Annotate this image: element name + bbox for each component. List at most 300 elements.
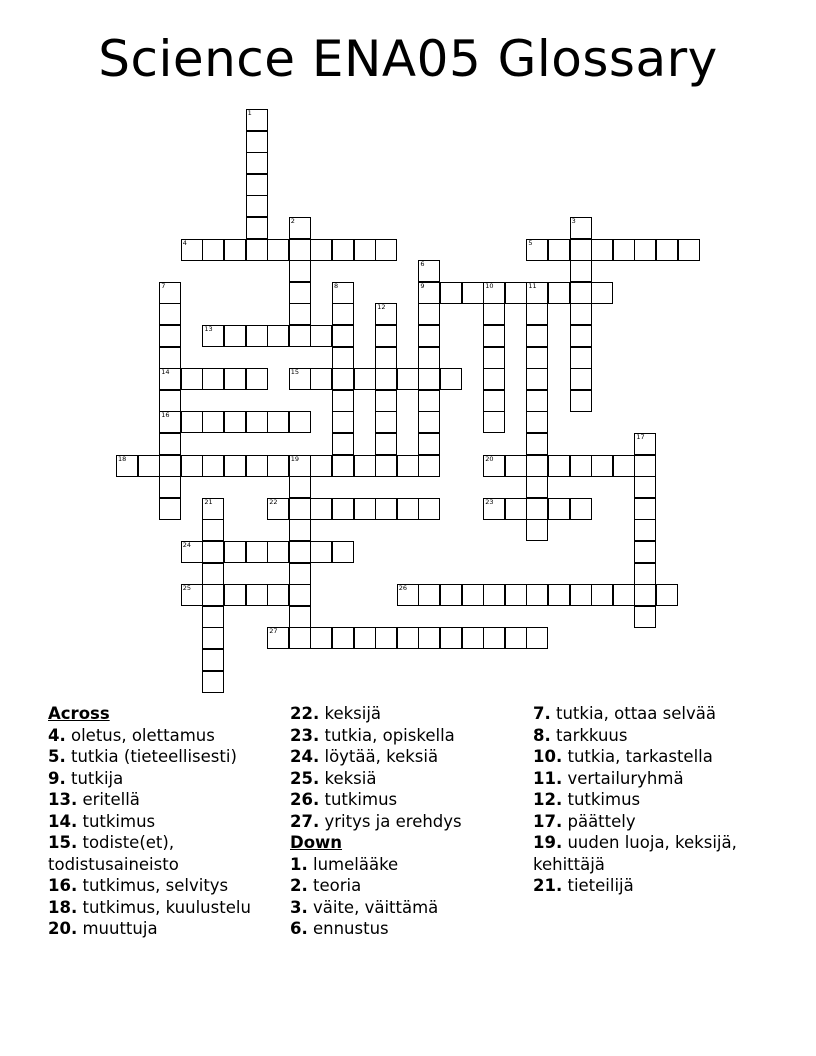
grid-cell[interactable]: [289, 325, 311, 347]
grid-cell[interactable]: [354, 627, 376, 649]
grid-cell[interactable]: [310, 239, 332, 261]
clue-number: 3.: [290, 897, 308, 917]
across-clue: [290, 725, 520, 747]
grid-cell[interactable]: [181, 455, 203, 477]
clue-text: todiste(et), todistusaineisto: [48, 833, 179, 874]
grid-cell[interactable]: [159, 282, 181, 304]
grid-cell[interactable]: [289, 606, 311, 628]
across-clue: [290, 746, 520, 768]
grid-cell[interactable]: [202, 519, 224, 541]
grid-cell[interactable]: [634, 455, 656, 477]
grid-cell[interactable]: [375, 498, 397, 520]
grid-cell[interactable]: [332, 347, 354, 369]
grid-cell[interactable]: [332, 325, 354, 347]
across-clue: [48, 897, 278, 919]
grid-cell[interactable]: [202, 498, 224, 520]
grid-cell[interactable]: [181, 239, 203, 261]
down-clue: [290, 854, 520, 876]
clue-text: tutkija: [65, 768, 124, 788]
page-title: Science ENA05 Glossary: [98, 30, 718, 88]
grid-cell[interactable]: [483, 584, 505, 606]
grid-cell[interactable]: [375, 347, 397, 369]
down-clue: [290, 897, 520, 919]
grid-cell[interactable]: [202, 563, 224, 585]
grid-cell[interactable]: [570, 498, 592, 520]
grid-cell[interactable]: [634, 433, 656, 455]
grid-cell[interactable]: [591, 239, 613, 261]
grid-cell[interactable]: [202, 239, 224, 261]
across-clue: [48, 811, 278, 833]
grid-cell[interactable]: [656, 584, 678, 606]
grid-cell[interactable]: [483, 303, 505, 325]
clue-text: tutkimus, kuulustelu: [77, 897, 251, 917]
cell-number: 24: [182, 541, 192, 549]
cell-number: 7: [161, 281, 166, 290]
grid-cell[interactable]: [418, 303, 440, 325]
grid-cell[interactable]: [246, 584, 268, 606]
grid-cell[interactable]: [224, 368, 246, 390]
grid-cell[interactable]: [526, 390, 548, 412]
clues-column-1: [48, 703, 278, 940]
across-clue: [48, 875, 278, 897]
grid-cell[interactable]: [526, 455, 548, 477]
grid-cell[interactable]: [418, 627, 440, 649]
down-clue: [533, 768, 778, 790]
grid-cell[interactable]: [159, 347, 181, 369]
grid-cell[interactable]: [202, 649, 224, 671]
grid-cell[interactable]: [570, 347, 592, 369]
grid-cell[interactable]: [418, 433, 440, 455]
across-clue: [48, 725, 278, 747]
clue-number: 1.: [290, 854, 308, 874]
grid-cell[interactable]: [418, 498, 440, 520]
grid-cell[interactable]: [181, 584, 203, 606]
grid-cell[interactable]: [591, 584, 613, 606]
grid-cell[interactable]: [483, 282, 505, 304]
grid-cell[interactable]: [159, 498, 181, 520]
cell-number: 2: [290, 217, 295, 225]
grid-cell[interactable]: [159, 476, 181, 498]
grid-cell[interactable]: [505, 627, 527, 649]
clue-number: 23.: [290, 725, 320, 745]
grid-cell[interactable]: [418, 411, 440, 433]
clue-number: 5.: [48, 747, 66, 766]
grid-cell[interactable]: [397, 455, 419, 477]
cell-number: 25: [182, 584, 192, 593]
grid-cell[interactable]: [483, 347, 505, 369]
grid-cell[interactable]: [332, 541, 354, 563]
cell-number: 11: [528, 281, 537, 290]
down-clue: [533, 875, 778, 897]
grid-cell[interactable]: [202, 606, 224, 628]
grid-cell[interactable]: [505, 498, 527, 520]
cell-number: 12: [377, 303, 386, 312]
grid-cell[interactable]: [267, 584, 289, 606]
grid-cell[interactable]: [418, 325, 440, 347]
across-clue: [290, 703, 520, 725]
grid-cell[interactable]: [224, 239, 246, 261]
clue-number: 16.: [48, 876, 78, 895]
clue-number: 22.: [290, 704, 320, 723]
clue-number: 7.: [533, 704, 551, 723]
grid-cell[interactable]: [224, 411, 246, 433]
grid-cell[interactable]: [548, 498, 570, 520]
grid-cell[interactable]: [354, 455, 376, 477]
grid-cell[interactable]: [440, 584, 462, 606]
grid-cell[interactable]: [634, 563, 656, 585]
grid-cell[interactable]: [332, 390, 354, 412]
grid-cell[interactable]: [634, 584, 656, 606]
grid-cell[interactable]: [159, 455, 181, 477]
grid-cell[interactable]: [570, 584, 592, 606]
down-clue: [533, 789, 778, 811]
cell-number: 5: [528, 238, 533, 247]
grid-cell[interactable]: [634, 519, 656, 541]
cell-number: 4: [182, 238, 187, 247]
grid-cell[interactable]: [246, 411, 268, 433]
grid-cell[interactable]: [159, 368, 181, 390]
cell-number: 26: [398, 584, 408, 593]
grid-cell[interactable]: [267, 498, 289, 520]
clue-text: keksiä: [319, 768, 377, 788]
grid-cell[interactable]: [634, 476, 656, 498]
grid-cell[interactable]: [462, 282, 484, 304]
grid-cell[interactable]: [548, 282, 570, 304]
grid-cell[interactable]: [526, 325, 548, 347]
grid-cell[interactable]: [202, 671, 224, 693]
grid-cell[interactable]: [289, 541, 311, 563]
grid-cell[interactable]: [159, 390, 181, 412]
clue-number: 24.: [290, 747, 320, 766]
grid-cell[interactable]: [289, 217, 311, 239]
down-clue: [533, 703, 778, 725]
grid-cell[interactable]: [570, 325, 592, 347]
clue-text: muuttuja: [77, 919, 158, 938]
grid-cell[interactable]: [224, 455, 246, 477]
grid-cell[interactable]: [570, 260, 592, 282]
grid-cell[interactable]: [332, 498, 354, 520]
cell-number: 1: [247, 109, 252, 117]
grid-cell[interactable]: [267, 239, 289, 261]
clues-column-3: [533, 703, 778, 897]
cell-number: 6: [420, 260, 425, 269]
grid-cell[interactable]: [224, 584, 246, 606]
grid-cell[interactable]: [116, 455, 138, 477]
clue-text: tieteilijä: [562, 876, 634, 895]
grid-cell[interactable]: [246, 195, 268, 217]
grid-cell[interactable]: [289, 563, 311, 585]
clue-number: 8.: [533, 725, 551, 745]
grid-cell[interactable]: [289, 455, 311, 477]
grid-cell[interactable]: [332, 303, 354, 325]
grid-cell[interactable]: [375, 303, 397, 325]
grid-cell[interactable]: [678, 239, 700, 261]
clue-number: 14.: [48, 811, 78, 831]
clue-number: 11.: [533, 768, 563, 788]
grid-cell[interactable]: [634, 606, 656, 628]
grid-cell[interactable]: [159, 325, 181, 347]
grid-cell[interactable]: [246, 325, 268, 347]
grid-cell[interactable]: [246, 131, 268, 153]
grid-cell[interactable]: [246, 174, 268, 196]
grid-cell[interactable]: [397, 627, 419, 649]
cell-number: 13: [204, 325, 213, 333]
across-clue: [48, 768, 278, 790]
clue-number: 20.: [48, 919, 78, 938]
clue-text: teoria: [307, 876, 362, 895]
grid-cell[interactable]: [548, 239, 570, 261]
grid-cell[interactable]: [246, 109, 268, 131]
cell-number: 16: [161, 411, 170, 420]
clue-text: päättely: [562, 811, 636, 831]
cell-number: 21: [204, 497, 213, 506]
down-clue: [533, 746, 778, 768]
grid-cell[interactable]: [289, 368, 311, 390]
across-clue: [290, 768, 520, 790]
grid-cell[interactable]: [526, 476, 548, 498]
clue-number: 17.: [533, 811, 563, 831]
grid-cell[interactable]: [202, 411, 224, 433]
grid-cell[interactable]: [246, 217, 268, 239]
clue-number: 21.: [533, 876, 563, 895]
grid-cell[interactable]: [375, 368, 397, 390]
grid-cell[interactable]: [289, 303, 311, 325]
grid-cell[interactable]: [289, 260, 311, 282]
grid-cell[interactable]: [289, 476, 311, 498]
grid-cell[interactable]: [267, 325, 289, 347]
grid-cell[interactable]: [310, 541, 332, 563]
grid-cell[interactable]: [332, 433, 354, 455]
across-clue: [48, 746, 278, 768]
grid-cell[interactable]: [224, 541, 246, 563]
clue-number: 12.: [533, 790, 563, 809]
grid-cell[interactable]: [418, 368, 440, 390]
grid-cell[interactable]: [267, 411, 289, 433]
clue-text: uuden luoja, keksijä, kehittäjä: [533, 833, 737, 874]
grid-cell[interactable]: [310, 498, 332, 520]
down-heading: Down: [290, 833, 343, 852]
clue-number: 26.: [290, 790, 320, 809]
cell-number: 23: [485, 497, 494, 506]
grid-cell[interactable]: [526, 627, 548, 649]
grid-cell[interactable]: [634, 541, 656, 563]
grid-cell[interactable]: [375, 433, 397, 455]
grid-cell[interactable]: [418, 584, 440, 606]
grid-cell[interactable]: [202, 541, 224, 563]
grid-cell[interactable]: [289, 411, 311, 433]
cell-number: 22: [269, 497, 278, 506]
grid-cell[interactable]: [159, 433, 181, 455]
grid-cell[interactable]: [246, 239, 268, 261]
grid-cell[interactable]: [246, 152, 268, 174]
down-clue: [290, 875, 520, 897]
across-clue: [48, 832, 278, 875]
grid-cell[interactable]: [526, 239, 548, 261]
clue-text: tutkimus: [77, 811, 156, 831]
grid-cell[interactable]: [246, 455, 268, 477]
grid-cell[interactable]: [483, 411, 505, 433]
grid-cell[interactable]: [332, 368, 354, 390]
grid-cell[interactable]: [354, 498, 376, 520]
grid-cell[interactable]: [591, 455, 613, 477]
grid-cell[interactable]: [418, 260, 440, 282]
across-clue: [290, 789, 520, 811]
grid-cell[interactable]: [375, 325, 397, 347]
grid-cell[interactable]: [526, 347, 548, 369]
grid-cell[interactable]: [267, 541, 289, 563]
grid-cell[interactable]: [483, 390, 505, 412]
clue-text: keksijä: [319, 704, 382, 723]
grid-cell[interactable]: [354, 239, 376, 261]
clue-number: 4.: [48, 725, 66, 745]
grid-cell[interactable]: [570, 303, 592, 325]
grid-cell[interactable]: [202, 455, 224, 477]
grid-cell[interactable]: [591, 282, 613, 304]
grid-cell[interactable]: [634, 498, 656, 520]
grid-cell[interactable]: [289, 519, 311, 541]
grid-cell[interactable]: [289, 239, 311, 261]
grid-cell[interactable]: [570, 390, 592, 412]
grid-cell[interactable]: [202, 627, 224, 649]
grid-cell[interactable]: [159, 303, 181, 325]
across-clue: [48, 789, 278, 811]
clue-number: 18.: [48, 897, 78, 917]
grid-cell[interactable]: [570, 368, 592, 390]
grid-cell[interactable]: [418, 390, 440, 412]
grid-cell[interactable]: [526, 368, 548, 390]
clues-column-2: [290, 703, 520, 940]
grid-cell[interactable]: [397, 368, 419, 390]
grid-cell[interactable]: [418, 455, 440, 477]
grid-cell[interactable]: [462, 627, 484, 649]
grid-cell[interactable]: [505, 455, 527, 477]
grid-cell[interactable]: [375, 455, 397, 477]
grid-cell[interactable]: [418, 282, 440, 304]
grid-cell[interactable]: [332, 282, 354, 304]
grid-cell[interactable]: [289, 584, 311, 606]
grid-cell[interactable]: [570, 455, 592, 477]
grid-cell[interactable]: [505, 584, 527, 606]
clue-text: tutkia, opiskella: [319, 725, 455, 745]
grid-cell[interactable]: [526, 303, 548, 325]
clue-text: tutkia, tarkastella: [562, 747, 713, 766]
grid-cell[interactable]: [246, 541, 268, 563]
grid-cell[interactable]: [440, 368, 462, 390]
grid-cell[interactable]: [613, 455, 635, 477]
clue-text: ennustus: [307, 919, 389, 938]
grid-cell[interactable]: [332, 411, 354, 433]
grid-cell[interactable]: [526, 498, 548, 520]
clue-text: väite, väittämä: [307, 897, 439, 917]
grid-cell[interactable]: [159, 411, 181, 433]
grid-cell[interactable]: [181, 368, 203, 390]
cell-number: 8: [334, 281, 339, 290]
grid-cell[interactable]: [202, 584, 224, 606]
grid-cell[interactable]: [397, 498, 419, 520]
clue-text: vertailuryhmä: [562, 768, 684, 788]
grid-cell[interactable]: [181, 411, 203, 433]
grid-cell[interactable]: [440, 282, 462, 304]
across-clue: [48, 918, 278, 940]
across-heading: Across: [48, 704, 110, 723]
grid-cell[interactable]: [181, 541, 203, 563]
grid-cell[interactable]: [202, 368, 224, 390]
grid-cell[interactable]: [224, 325, 246, 347]
grid-cell[interactable]: [397, 584, 419, 606]
down-clue: [290, 918, 520, 940]
grid-cell[interactable]: [375, 390, 397, 412]
cell-number: 3: [571, 217, 576, 225]
grid-cell[interactable]: [310, 368, 332, 390]
grid-cell[interactable]: [418, 347, 440, 369]
grid-cell[interactable]: [138, 455, 160, 477]
clue-text: eritellä: [77, 790, 140, 809]
grid-cell[interactable]: [332, 455, 354, 477]
grid-cell[interactable]: [440, 627, 462, 649]
grid-cell[interactable]: [483, 368, 505, 390]
grid-cell[interactable]: [310, 627, 332, 649]
grid-cell[interactable]: [289, 627, 311, 649]
grid-cell[interactable]: [613, 584, 635, 606]
grid-cell[interactable]: [462, 584, 484, 606]
clue-text: oletus, olettamus: [65, 725, 215, 745]
cell-number: 19: [290, 454, 300, 463]
grid-cell[interactable]: [548, 455, 570, 477]
grid-cell[interactable]: [526, 433, 548, 455]
grid-cell[interactable]: [483, 627, 505, 649]
grid-cell[interactable]: [548, 584, 570, 606]
clue-text: tutkia, ottaa selvää: [550, 704, 716, 723]
cell-number: 14: [161, 368, 170, 377]
grid-cell[interactable]: [289, 282, 311, 304]
clue-text: yritys ja erehdys: [319, 811, 462, 831]
grid-cell[interactable]: [289, 498, 311, 520]
grid-cell[interactable]: [570, 282, 592, 304]
clue-text: tarkkuus: [550, 725, 628, 745]
grid-cell[interactable]: [310, 325, 332, 347]
grid-cell[interactable]: [634, 239, 656, 261]
grid-cell[interactable]: [570, 239, 592, 261]
down-clue: [533, 811, 778, 833]
grid-cell[interactable]: [570, 217, 592, 239]
grid-cell[interactable]: [246, 368, 268, 390]
cell-number: 17: [636, 433, 645, 441]
grid-cell[interactable]: [483, 498, 505, 520]
grid-cell[interactable]: [656, 239, 678, 261]
grid-cell[interactable]: [332, 627, 354, 649]
grid-cell[interactable]: [354, 368, 376, 390]
grid-cell[interactable]: [526, 519, 548, 541]
cell-number: 10: [485, 281, 494, 290]
grid-cell[interactable]: [505, 282, 527, 304]
grid-cell[interactable]: [613, 239, 635, 261]
grid-cell[interactable]: [526, 282, 548, 304]
grid-cell[interactable]: [202, 325, 224, 347]
grid-cell[interactable]: [483, 325, 505, 347]
clue-number: 9.: [48, 768, 66, 788]
grid-cell[interactable]: [483, 455, 505, 477]
clue-text: tutkia (tieteellisesti): [65, 747, 237, 766]
grid-cell[interactable]: [375, 239, 397, 261]
grid-cell[interactable]: [267, 455, 289, 477]
grid-cell[interactable]: [375, 627, 397, 649]
grid-cell[interactable]: [375, 411, 397, 433]
grid-cell[interactable]: [310, 455, 332, 477]
grid-cell[interactable]: [267, 627, 289, 649]
grid-cell[interactable]: [526, 584, 548, 606]
grid-cell[interactable]: [332, 239, 354, 261]
grid-cell[interactable]: [526, 411, 548, 433]
